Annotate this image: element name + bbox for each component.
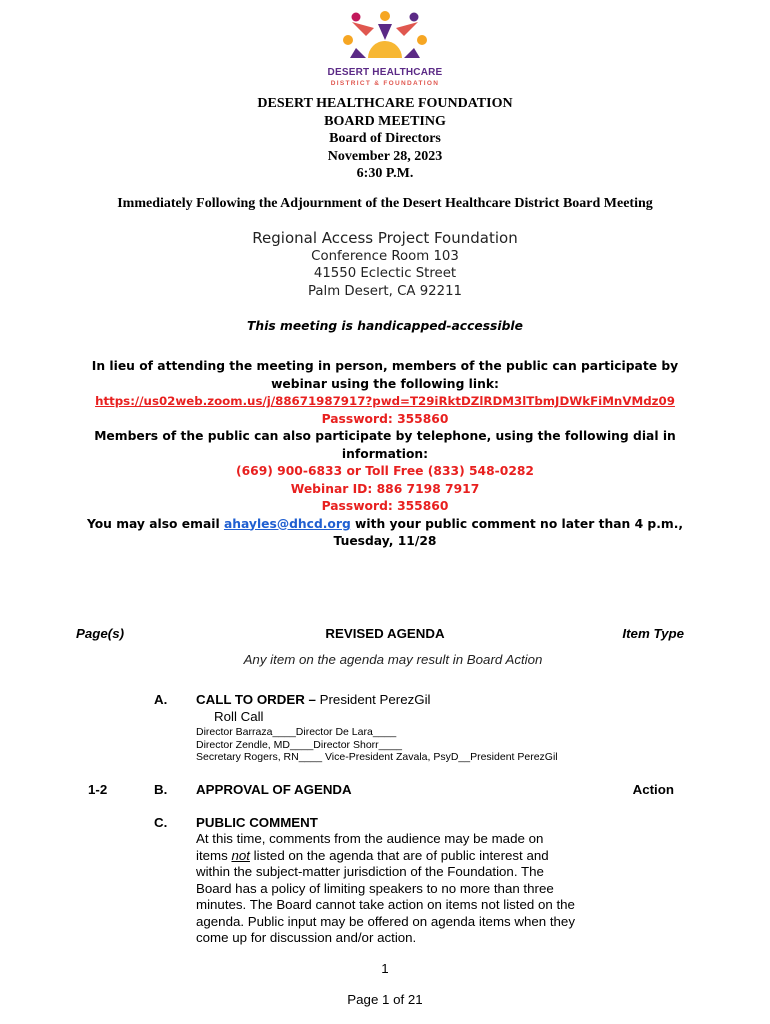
meeting-time: 6:30 P.M.	[356, 166, 414, 181]
venue-city: Palm Desert, CA 92211	[307, 284, 462, 299]
zoom-link[interactable]: https://us02web.zoom.us/j/88671987917?pwd=T29iRktDZlRDM3lTbmJDWkFiMnVMdz09	[95, 394, 675, 408]
accessibility-note: This meeting is handicapped-accessible	[247, 319, 523, 333]
page-of: Page 1 of 21	[347, 992, 423, 1007]
venue-street: 41550 Eclectic Street	[313, 266, 457, 281]
meeting-header	[0, 95, 770, 183]
email-link[interactable]: ahayles@dhcd.org	[223, 516, 351, 531]
items-word: items	[196, 847, 232, 863]
item-c-line-4: Board has a policy of limiting speakers to no more than three	[196, 880, 554, 896]
item-c-line-2-rest: listed on the agenda that are of public interest and	[253, 847, 549, 863]
phone-numbers: (669) 900-6833 or Toll Free (833) 548-0282	[235, 464, 534, 478]
public-line1: In lieu of attending the meeting in person, members of the public can participate by	[91, 359, 679, 373]
item-b-type: Action	[632, 782, 674, 797]
meeting-type: BOARD MEETING	[324, 113, 446, 129]
item-b-pages: 1-2	[88, 782, 108, 797]
item-a-title	[196, 692, 431, 707]
public-line2: webinar using the following link:	[271, 376, 499, 391]
item-c-line-2	[196, 848, 575, 865]
item-c-title: PUBLIC COMMENT	[196, 815, 318, 830]
webinar-id: Webinar ID: 886 7198 7917	[290, 481, 480, 496]
email-prefix: You may also email	[86, 516, 224, 531]
password-1: Password: 355860	[321, 411, 449, 426]
item-a-title-bold: CALL TO ORDER –	[196, 692, 316, 707]
password-2: Password: 355860	[321, 499, 449, 513]
item-c-line-3: within the subject-matter jurisdiction of the Foundation. The	[196, 864, 544, 879]
public-line4: information:	[341, 446, 429, 461]
logo	[300, 6, 470, 86]
meeting-date: November 28, 2023	[327, 148, 443, 164]
board-name: Board of Directors	[329, 131, 441, 146]
email-line	[0, 516, 770, 534]
item-c-line-1: At this time, comments from the audience may be made on	[196, 831, 544, 846]
pages-column-header: Page(s)	[76, 626, 125, 641]
item-c-line-7: come up for discussion and/or action.	[196, 930, 417, 945]
item-c-body	[196, 831, 575, 947]
logo-people-icon	[330, 6, 440, 64]
agenda-title: REVISED AGENDA	[325, 626, 445, 641]
item-a-letter: A.	[154, 692, 168, 707]
item-b-letter: B.	[154, 782, 168, 797]
org-name: DESERT HEALTHCARE FOUNDATION	[257, 96, 513, 111]
following-note: Immediately Following the Adjournment of the Desert Healthcare District Board Meeting	[117, 196, 653, 211]
roll-line-2: Director Zendle, MD____Director Shorr____	[196, 738, 403, 751]
item-a-sub: Roll Call	[214, 709, 264, 724]
public-participation	[0, 358, 770, 551]
not-word: not	[231, 847, 250, 863]
public-line3: Members of the public can also participate by telephone, using the following dial in	[94, 429, 676, 443]
roll-line-1: Director Barraza____Director De Lara____	[196, 726, 397, 738]
roll-call-list	[196, 726, 558, 764]
agenda-note: Any item on the agenda may result in Board Action	[243, 652, 543, 667]
email-date: Tuesday, 11/28	[333, 534, 437, 548]
item-c-letter: C.	[154, 815, 168, 830]
logo-name: DESERT HEALTHCARE	[327, 67, 443, 78]
item-c-line-5: minutes. The Board cannot take action on items not listed on the	[196, 897, 575, 912]
roll-line-3: Secretary Rogers, RN____ Vice-President Zavala, PsyD__President PerezGil	[196, 751, 558, 763]
venue-name: Regional Access Project Foundation	[252, 229, 518, 247]
item-c-line-6: agenda. Public input may be offered on agenda items when they	[196, 913, 575, 929]
item-a-title-rest: President PerezGil	[315, 692, 431, 707]
item-type-column-header: Item Type	[622, 626, 684, 641]
venue-room: Conference Room 103	[311, 249, 459, 264]
item-b-title: APPROVAL OF AGENDA	[196, 782, 352, 797]
email-suffix: with your public comment no later than 4 p.m.,	[350, 516, 684, 531]
logo-subname: DISTRICT & FOUNDATION	[330, 80, 440, 87]
page-number: 1	[381, 961, 389, 976]
